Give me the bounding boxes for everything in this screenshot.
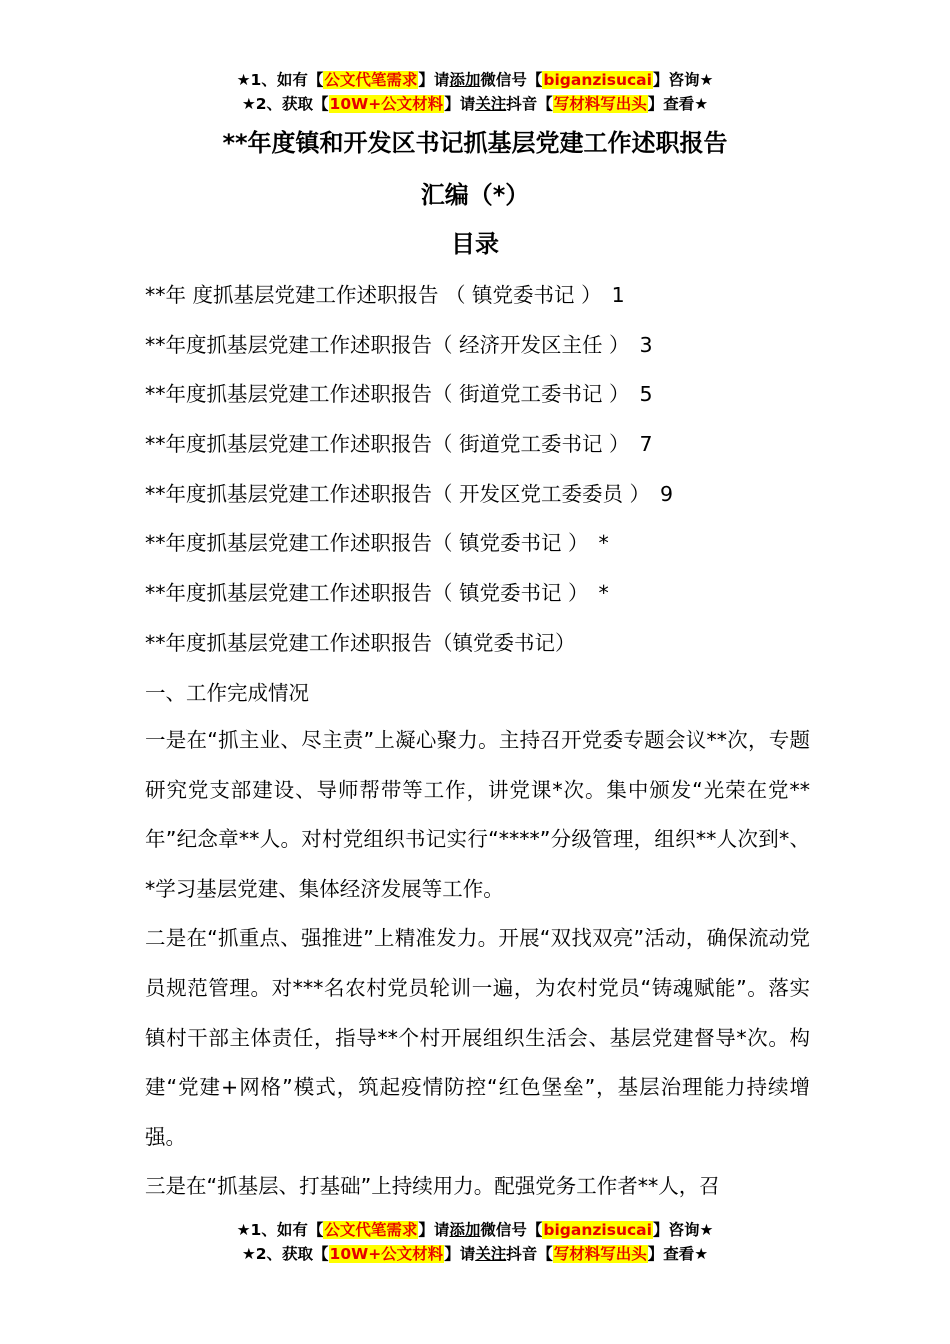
toc-entry[interactable] [145, 330, 825, 380]
promo-underline: 添加 [449, 71, 481, 89]
promo-text: 抖音【 [506, 1245, 553, 1263]
toc-entry-text: **年度抓基层党建工作述职报告（ 街道党工委书记 ） [145, 432, 630, 457]
toc-entry-text: **年度抓基层党建工作述职报告（ 镇党委书记 ） [145, 581, 589, 606]
promo-text: ★2、获取【 [241, 95, 329, 113]
toc-entry-text: **年度抓基层党建工作述职报告（ 开发区党工委委员 ） [145, 481, 651, 506]
toc-page-number: * [598, 531, 609, 556]
paragraph: 二是在“抓重点、强推进”上精准发力。开展“双找双亮”活动，确保流动党员规范管理。对***名农村党员轮训一遍，为农村党员“铸魂赋能”。落实镇村干部主体责任，指导**个村开展组织生活会、基层党建督导*次。构建“党建+网格”模式，筑起疫情防控“红色堡垒”，基层治理能力持续增强。 [145, 926, 810, 1149]
promo-text: ★1、如有【 [236, 1221, 324, 1239]
section-heading: 一、工作完成情况 [145, 680, 309, 705]
toc-entry[interactable] [145, 280, 825, 330]
promo-line-2 [0, 92, 950, 116]
promo-text: 微信号【 [480, 71, 543, 89]
toc-entry[interactable] [145, 578, 825, 628]
table-of-contents [145, 280, 825, 727]
toc-entry-text: **年度抓基层党建工作述职报告（ 经济开发区主任 ） [145, 332, 630, 357]
promo-underline: 添加 [449, 1221, 481, 1239]
promo-underline: 关注 [475, 95, 507, 113]
toc-entry[interactable] [145, 379, 825, 429]
toc-page-number: 9 [660, 481, 674, 506]
toc-page-number: 5 [639, 382, 653, 407]
toc-page-number: 3 [639, 332, 653, 357]
promo-line-2 [0, 1242, 950, 1266]
section-title: **年度抓基层党建工作述职报告（镇党委书记） [145, 630, 576, 655]
promo-highlight: 10W+公文材料 [329, 1245, 444, 1263]
paragraph: 三是在“抓基层、打基础”上持续用力。配强党务工作者**人，召 [145, 1174, 720, 1199]
top-promo-banner [0, 68, 950, 116]
toc-entry[interactable] [145, 479, 825, 529]
promo-highlight: 公文代笔需求 [324, 71, 418, 89]
promo-text: 微信号【 [480, 1221, 543, 1239]
toc-entry[interactable] [145, 429, 825, 479]
promo-underline: 关注 [475, 1245, 507, 1263]
promo-highlight: 写材料写出头 [553, 1245, 647, 1263]
toc-entry-text: **年度抓基层党建工作述职报告（ 街道党工委书记 ） [145, 382, 630, 407]
promo-text: 】请 [444, 1245, 476, 1263]
promo-highlight: 写材料写出头 [553, 95, 647, 113]
toc-heading: 目录 [451, 230, 499, 258]
toc-entry-text: **年度抓基层党建工作述职报告（ 镇党委书记 ） [145, 531, 589, 556]
toc-page-number: * [598, 581, 609, 606]
promo-highlight: biganzisucai [543, 1221, 652, 1239]
toc-entry[interactable] [145, 528, 825, 578]
promo-text: 】咨询★ [652, 1221, 714, 1239]
toc-entry-text: **年 度抓基层党建工作述职报告 （ 镇党委书记 ） [145, 283, 602, 307]
document-title: **年度镇和开发区书记抓基层党建工作述职报告 [222, 129, 728, 157]
promo-text: 】请 [418, 71, 450, 89]
promo-text: ★2、获取【 [241, 1245, 329, 1263]
document-subtitle: 汇编（*） [420, 181, 530, 209]
paragraph: 一是在“抓主业、尽主责”上凝心聚力。主持召开党委专题会议**次，专题研究党支部建设、导师帮带等工作，讲党课*次。集中颁发“光荣在党**年”纪念章**人。对村党组织书记实行“****”分级管理，组织**人次到*、*学习基层党建、集体经济发展等工作。 [145, 728, 810, 901]
promo-highlight: 10W+公文材料 [329, 95, 444, 113]
bottom-promo-banner [0, 1218, 950, 1266]
promo-text: ★1、如有【 [236, 71, 324, 89]
promo-line-1 [0, 68, 950, 92]
promo-text: 】请 [418, 1221, 450, 1239]
promo-text: 】咨询★ [652, 71, 714, 89]
promo-text: 】查看★ [647, 95, 709, 113]
toc-page-number: 7 [639, 432, 653, 457]
toc-page-number: 1 [611, 283, 625, 307]
report-body [145, 716, 810, 1212]
promo-text: 】查看★ [647, 1245, 709, 1263]
promo-highlight: biganzisucai [543, 71, 652, 89]
promo-line-1 [0, 1218, 950, 1242]
promo-text: 抖音【 [506, 95, 553, 113]
promo-highlight: 公文代笔需求 [324, 1221, 418, 1239]
promo-text: 】请 [444, 95, 476, 113]
